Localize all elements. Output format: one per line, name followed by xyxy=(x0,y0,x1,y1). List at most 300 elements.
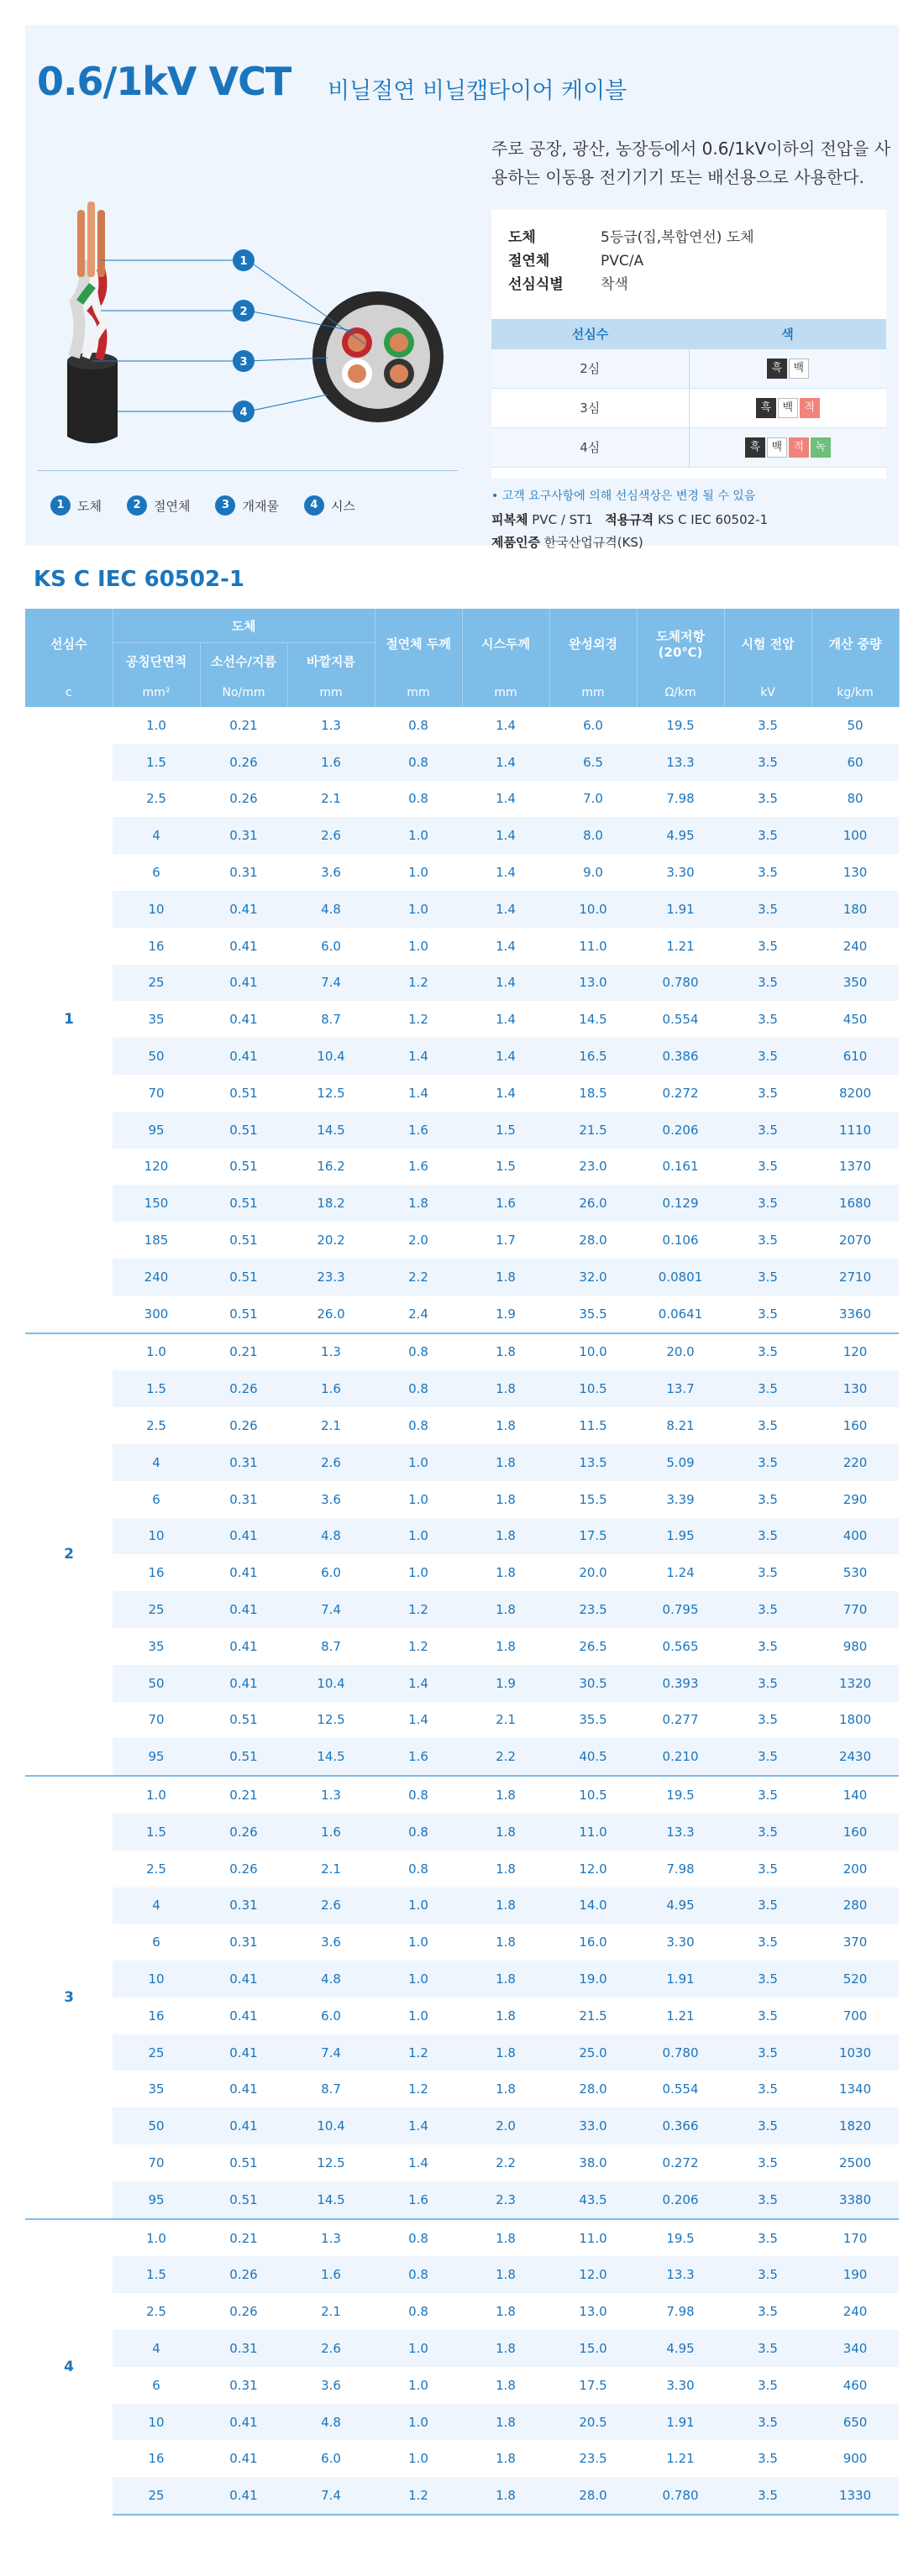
table-cell: 1.8 xyxy=(496,1418,516,1434)
table-cell: 0.277 xyxy=(662,1712,699,1728)
table-cell: 4.8 xyxy=(287,2404,375,2441)
table-row xyxy=(25,1665,899,1702)
table-cell: 1.3 xyxy=(287,1333,375,1371)
header-resistance: 도체저항 (20℃) xyxy=(637,609,724,678)
table-row xyxy=(25,1591,899,1628)
product-info-panel xyxy=(25,25,899,550)
table-cell: 240 xyxy=(113,1259,200,1296)
core-count-cell: 4 xyxy=(25,2219,113,2515)
table-cell: 11.5 xyxy=(579,1418,607,1434)
table-cell: 23.0 xyxy=(579,1159,607,1175)
table-cell: 13.0 xyxy=(579,2304,607,2320)
table-cell: 1.0 xyxy=(375,891,462,928)
table-cell: 6 xyxy=(152,865,160,881)
table-cell: 0.51 xyxy=(229,1712,258,1728)
table-cell: 30.5 xyxy=(549,1665,637,1702)
table-cell: 7.0 xyxy=(583,791,603,807)
table-cell: 0.8 xyxy=(408,1861,428,1877)
table-cell: 0.554 xyxy=(662,1012,699,1028)
certification-line: 제품인증 한국산업규격(KS) xyxy=(491,535,643,550)
table-cell: 60 xyxy=(811,744,899,781)
table-cell: 3.5 xyxy=(758,1712,778,1728)
table-cell: 33.0 xyxy=(549,2107,637,2144)
table-cell: 240 xyxy=(843,2304,868,2320)
table-cell: 700 xyxy=(843,2008,868,2024)
spec-box xyxy=(491,210,886,479)
table-cell: 43.5 xyxy=(549,2181,637,2219)
table-cell: 200 xyxy=(843,1861,868,1877)
table-row xyxy=(25,1407,899,1444)
table-row xyxy=(25,744,899,781)
table-cell: 1.0 xyxy=(408,1565,428,1581)
core-count-cell: 3 xyxy=(25,1776,113,2219)
table-cell: 23.5 xyxy=(579,2451,607,2467)
table-cell: 16 xyxy=(148,2008,165,2024)
table-cell: 220 xyxy=(811,1444,899,1481)
table-cell: 10.5 xyxy=(549,1370,637,1407)
table-cell: 12.5 xyxy=(317,2155,345,2170)
table-cell: 1.4 xyxy=(462,965,549,1002)
table-cell: 3.5 xyxy=(758,1306,778,1322)
table-cell: 28.0 xyxy=(579,1233,607,1249)
svg-text:1: 1 xyxy=(239,255,248,268)
legend-item: 1 도체 xyxy=(50,495,102,516)
table-cell: 10 xyxy=(113,2404,200,2441)
table-cell: 70 xyxy=(148,2155,165,2170)
header-voltage: 시험 전압 xyxy=(724,609,811,678)
table-cell: 0.41 xyxy=(200,1038,287,1075)
table-cell: 530 xyxy=(843,1565,868,1581)
table-cell: 11.0 xyxy=(549,2219,637,2257)
table-cell: 13.7 xyxy=(637,1370,724,1407)
table-cell: 50 xyxy=(113,2107,200,2144)
table-cell: 25.0 xyxy=(549,2034,637,2071)
table-cell: 6 xyxy=(152,1491,160,1507)
table-cell: 1.4 xyxy=(496,1085,516,1101)
table-cell: 1.9 xyxy=(496,1306,516,1322)
table-row xyxy=(25,2219,899,2257)
table-cell: 0.31 xyxy=(229,1935,258,1950)
table-cell: 0.51 xyxy=(229,1233,258,1249)
table-cell: 1.5 xyxy=(496,1159,516,1175)
table-cell: 1.8 xyxy=(462,1333,549,1371)
header-insulation: 절연체 두께 xyxy=(375,609,462,678)
table-row xyxy=(25,1997,899,2034)
table-cell: 0.41 xyxy=(200,891,287,928)
table-cell: 1030 xyxy=(811,2034,899,2071)
table-cell: 1.95 xyxy=(637,1518,724,1555)
table-cell: 370 xyxy=(843,1935,868,1950)
table-cell: 0.8 xyxy=(375,744,462,781)
table-cell: 2.1 xyxy=(321,1418,341,1434)
table-cell: 3.5 xyxy=(724,1961,811,1997)
table-row xyxy=(25,2071,899,2107)
table-cell: 1.3 xyxy=(287,2219,375,2257)
table-cell: 12.0 xyxy=(549,2256,637,2293)
table-cell: 3.5 xyxy=(724,965,811,1002)
table-cell: 0.41 xyxy=(200,1961,287,1997)
table-cell: 0.26 xyxy=(229,791,258,807)
unit-cell: c xyxy=(25,678,113,707)
table-cell: 80 xyxy=(847,791,864,807)
table-cell: 16 xyxy=(148,1565,165,1581)
table-cell: 3.5 xyxy=(758,865,778,881)
table-row xyxy=(25,1961,899,1997)
table-cell: 3.5 xyxy=(724,1185,811,1222)
table-cell: 1.0 xyxy=(375,1961,462,1997)
table-cell: 0.31 xyxy=(229,865,258,881)
table-cell: 3.30 xyxy=(666,1935,695,1950)
table-cell: 3.5 xyxy=(758,1012,778,1028)
table-cell: 2.6 xyxy=(287,817,375,854)
spec-conductor: 도체 5등급(집,복합연선) 도체 xyxy=(508,229,754,246)
table-cell: 4 xyxy=(113,1887,200,1924)
table-row xyxy=(25,854,899,891)
table-cell: 23.3 xyxy=(287,1259,375,1296)
color-chip: 백 xyxy=(789,359,809,379)
svg-text:3: 3 xyxy=(239,356,248,369)
table-cell: 2.1 xyxy=(321,791,341,807)
table-cell: 0.51 xyxy=(229,2155,258,2170)
table-cell: 190 xyxy=(811,2256,899,2293)
table-cell: 0.26 xyxy=(229,1418,258,1434)
table-cell: 1.2 xyxy=(408,1638,428,1654)
table-cell: 3.39 xyxy=(666,1491,695,1507)
core-color-table: 선심수 색 2심 흑 백 3심 흑 백 적 4심 흑 백 적 녹 xyxy=(491,319,886,468)
table-cell: 2.1 xyxy=(496,1712,516,1728)
table-cell: 1330 xyxy=(811,2477,899,2515)
cable-illustration xyxy=(34,168,462,462)
table-cell: 14.5 xyxy=(287,1112,375,1149)
table-cell: 1.8 xyxy=(462,2330,549,2367)
table-cell: 0.41 xyxy=(200,1591,287,1628)
table-cell: 3.5 xyxy=(758,2377,778,2393)
table-cell: 0.21 xyxy=(200,1776,287,1814)
table-cell: 0.8 xyxy=(408,1418,428,1434)
table-row xyxy=(25,1554,899,1591)
table-cell: 0.26 xyxy=(200,1814,287,1851)
table-cell: 3.5 xyxy=(758,938,778,954)
table-cell: 1.2 xyxy=(408,1012,428,1028)
table-cell: 9.0 xyxy=(583,865,603,881)
table-cell: 1.8 xyxy=(462,1518,549,1555)
table-row xyxy=(25,1038,899,1075)
table-cell: 0.780 xyxy=(637,2477,724,2515)
table-row xyxy=(25,1738,899,1776)
table-cell: 770 xyxy=(811,1591,899,1628)
table-row xyxy=(25,1887,899,1924)
table-cell: 1.6 xyxy=(287,2256,375,2293)
table-cell: 3.5 xyxy=(724,1112,811,1149)
table-cell: 12.5 xyxy=(317,1085,345,1101)
table-cell: 1.6 xyxy=(462,1185,549,1222)
table-cell: 280 xyxy=(811,1887,899,1924)
table-cell: 0.386 xyxy=(637,1038,724,1075)
table-cell: 0.51 xyxy=(200,1738,287,1776)
table-cell: 160 xyxy=(811,1814,899,1851)
table-cell: 3.5 xyxy=(724,2477,811,2515)
table-row xyxy=(25,2440,899,2477)
table-cell: 7.98 xyxy=(666,791,695,807)
table-cell: 2.6 xyxy=(287,1887,375,1924)
table-cell: 650 xyxy=(811,2404,899,2441)
header-weight: 개산 중량 xyxy=(811,609,899,678)
table-cell: 1.8 xyxy=(496,1491,516,1507)
table-cell: 10.0 xyxy=(549,1333,637,1371)
table-cell: 0.780 xyxy=(637,965,724,1002)
table-cell: 13.3 xyxy=(637,2256,724,2293)
table-cell: 0.0801 xyxy=(637,1259,724,1296)
table-cell: 3.5 xyxy=(758,1233,778,1249)
table-cell: 1.6 xyxy=(375,1112,462,1149)
table-cell: 10.4 xyxy=(287,2107,375,2144)
table-cell: 1.24 xyxy=(666,1565,695,1581)
table-cell: 2.5 xyxy=(146,1861,166,1877)
table-cell: 6.0 xyxy=(321,1565,341,1581)
table-cell: 1.0 xyxy=(375,817,462,854)
table-cell: 6.0 xyxy=(321,2451,341,2467)
table-cell: 13.3 xyxy=(637,1814,724,1851)
table-cell: 1.4 xyxy=(462,744,549,781)
table-cell: 3.5 xyxy=(758,2304,778,2320)
table-cell: 40.5 xyxy=(549,1738,637,1776)
table-cell: 35.5 xyxy=(579,1306,607,1322)
table-cell: 4.95 xyxy=(637,1887,724,1924)
table-cell: 2.5 xyxy=(146,1418,166,1434)
table-cell: 1680 xyxy=(811,1185,899,1222)
table-cell: 980 xyxy=(843,1638,868,1654)
table-cell: 1.0 xyxy=(408,865,428,881)
table-cell: 0.21 xyxy=(200,2219,287,2257)
table-cell: 4.8 xyxy=(287,1961,375,1997)
table-cell: 130 xyxy=(811,1370,899,1407)
table-cell: 3.5 xyxy=(724,2219,811,2257)
table-cell: 1.5 xyxy=(113,2256,200,2293)
header-conductor: 도체 xyxy=(113,609,375,643)
product-title: 0.6/1kV VCT xyxy=(37,59,291,104)
table-cell: 3.5 xyxy=(758,1565,778,1581)
table-cell: 0.8 xyxy=(408,717,428,733)
table-cell: 16.5 xyxy=(549,1038,637,1075)
table-cell: 21.5 xyxy=(579,2008,607,2024)
table-cell: 1.8 xyxy=(462,1444,549,1481)
table-cell: 0.393 xyxy=(637,1665,724,1702)
table-cell: 3.5 xyxy=(758,1935,778,1950)
table-cell: 2430 xyxy=(811,1738,899,1776)
legend-divider xyxy=(38,470,458,471)
table-cell: 2.0 xyxy=(408,1233,428,1249)
table-row xyxy=(25,891,899,928)
table-cell: 1.8 xyxy=(496,1935,516,1950)
table-cell: 28.0 xyxy=(549,2477,637,2515)
product-description: 주로 공장, 광산, 농장등에서 0.6/1kV이하의 전압을 사용하는 이동용 전기기기 또는 배선용으로 사용한다. xyxy=(491,139,891,187)
table-cell: 8.7 xyxy=(321,1638,341,1654)
table-cell: 3.5 xyxy=(758,1638,778,1654)
table-cell: 1.0 xyxy=(375,2330,462,2367)
color-chip: 적 xyxy=(789,437,809,458)
table-cell: 1.21 xyxy=(666,938,695,954)
table-cell: 1.0 xyxy=(408,2008,428,2024)
color-chip: 흑 xyxy=(756,398,776,418)
table-row xyxy=(25,1814,899,1851)
table-cell: 12.5 xyxy=(317,1712,345,1728)
unit-cell: No/mm xyxy=(200,678,287,707)
table-cell: 7.4 xyxy=(287,2034,375,2071)
unit-cell: mm xyxy=(375,678,462,707)
table-cell: 23.5 xyxy=(549,1591,637,1628)
table-cell: 0.41 xyxy=(200,1665,287,1702)
table-cell: 120 xyxy=(811,1333,899,1371)
table-cell: 3.5 xyxy=(758,717,778,733)
table-cell: 2500 xyxy=(838,2155,872,2170)
table-cell: 1.8 xyxy=(462,2256,549,2293)
legend-item: 3 개재물 xyxy=(215,495,278,516)
table-cell: 350 xyxy=(811,965,899,1002)
table-cell: 15.5 xyxy=(579,1491,607,1507)
table-cell: 1110 xyxy=(811,1112,899,1149)
table-cell: 0.26 xyxy=(200,744,287,781)
table-cell: 3.5 xyxy=(724,1370,811,1407)
table-cell: 1.2 xyxy=(375,2034,462,2071)
table-cell: 10.4 xyxy=(287,1038,375,1075)
table-cell: 3.5 xyxy=(758,2081,778,2097)
header-outer: 바깥지름 xyxy=(287,643,375,679)
table-cell: 160 xyxy=(843,1418,868,1434)
table-cell: 0.272 xyxy=(662,2155,699,2170)
table-cell: 3.5 xyxy=(758,791,778,807)
table-cell: 26.0 xyxy=(549,1185,637,1222)
table-cell: 38.0 xyxy=(579,2155,607,2170)
table-cell: 1.6 xyxy=(375,1738,462,1776)
table-cell: 180 xyxy=(811,891,899,928)
table-cell: 11.0 xyxy=(549,1814,637,1851)
table-row xyxy=(25,1149,899,1186)
table-cell: 12.0 xyxy=(579,1861,607,1877)
table-cell: 0.51 xyxy=(229,1085,258,1101)
table-cell: 520 xyxy=(811,1961,899,1997)
table-cell: 1.4 xyxy=(462,817,549,854)
table-cell: 1.4 xyxy=(375,2107,462,2144)
table-cell: 6.0 xyxy=(321,938,341,954)
table-row xyxy=(25,1518,899,1555)
table-row xyxy=(25,1185,899,1222)
core-count-cell: 1 xyxy=(25,707,113,1333)
table-cell: 0.206 xyxy=(637,2181,724,2219)
table-row xyxy=(25,2293,899,2330)
table-cell: 0.210 xyxy=(637,1738,724,1776)
color-chip: 백 xyxy=(778,398,798,418)
table-cell: 1.4 xyxy=(496,1012,516,1028)
table-cell: 25 xyxy=(113,2034,200,2071)
table-cell: 8200 xyxy=(838,1085,872,1101)
table-cell: 140 xyxy=(811,1776,899,1814)
table-cell: 1.0 xyxy=(375,1444,462,1481)
table-cell: 1.8 xyxy=(462,2404,549,2441)
table-cell: 35 xyxy=(148,2081,165,2097)
table-cell: 3.6 xyxy=(321,2377,341,2393)
table-row xyxy=(25,2181,899,2219)
table-cell: 2070 xyxy=(838,1233,872,1249)
table-cell: 0.8 xyxy=(375,1333,462,1371)
table-cell: 0.51 xyxy=(200,1185,287,1222)
table-cell: 25 xyxy=(113,2477,200,2515)
table-cell: 14.5 xyxy=(579,1012,607,1028)
table-cell: 1.8 xyxy=(462,2219,549,2257)
table-cell: 19.5 xyxy=(666,717,695,733)
table-cell: 1.8 xyxy=(496,2081,516,2097)
table-cell: 19.0 xyxy=(549,1961,637,1997)
table-row xyxy=(25,1222,899,1259)
table-cell: 3.5 xyxy=(724,1259,811,1296)
table-cell: 1.0 xyxy=(375,2404,462,2441)
table-cell: 1370 xyxy=(838,1159,872,1175)
table-cell: 16 xyxy=(148,2451,165,2467)
table-cell: 0.31 xyxy=(200,817,287,854)
table-cell: 10 xyxy=(113,1518,200,1555)
table-cell: 1.0 xyxy=(113,2219,200,2257)
table-cell: 20.0 xyxy=(579,1565,607,1581)
legend-item: 2 절연체 xyxy=(127,495,190,516)
table-cell: 10.4 xyxy=(287,1665,375,1702)
table-row xyxy=(25,1370,899,1407)
table-cell: 0.41 xyxy=(229,1638,258,1654)
table-cell: 1.4 xyxy=(408,1712,428,1728)
table-cell: 3380 xyxy=(811,2181,899,2219)
table-cell: 0.8 xyxy=(375,2256,462,2293)
table-cell: 610 xyxy=(811,1038,899,1075)
table-cell: 290 xyxy=(843,1491,868,1507)
table-cell: 3.5 xyxy=(724,744,811,781)
table-cell: 8.7 xyxy=(321,1012,341,1028)
table-cell: 0.51 xyxy=(200,2181,287,2219)
table-cell: 3.5 xyxy=(724,2181,811,2219)
table-row xyxy=(25,2256,899,2293)
table-cell: 0.206 xyxy=(637,1112,724,1149)
table-cell: 3.5 xyxy=(724,2330,811,2367)
table-cell: 21.5 xyxy=(549,1112,637,1149)
header-sheath: 시스두께 xyxy=(462,609,549,678)
table-cell: 20.5 xyxy=(549,2404,637,2441)
table-cell: 0.565 xyxy=(662,1638,699,1654)
table-row xyxy=(25,817,899,854)
table-cell: 0.26 xyxy=(229,1861,258,1877)
table-cell: 0.129 xyxy=(637,1185,724,1222)
table-cell: 1.5 xyxy=(113,1814,200,1851)
table-cell: 0.8 xyxy=(375,1776,462,1814)
table-cell: 0.8 xyxy=(375,1814,462,1851)
standard-title: KS C IEC 60502-1 xyxy=(34,567,244,592)
header-od: 완성외경 xyxy=(549,609,637,678)
table-cell: 7.4 xyxy=(287,965,375,1002)
table-row xyxy=(25,1924,899,1961)
table-row xyxy=(25,928,899,965)
table-cell: 35 xyxy=(148,1638,165,1654)
table-cell: 4 xyxy=(113,817,200,854)
table-cell: 0.41 xyxy=(229,2451,258,2467)
table-cell: 5.09 xyxy=(637,1444,724,1481)
table-cell: 0.41 xyxy=(200,2034,287,2071)
table-cell: 19.5 xyxy=(637,2219,724,2257)
table-cell: 15.0 xyxy=(549,2330,637,2367)
table-cell: 0.31 xyxy=(200,1887,287,1924)
table-row xyxy=(25,1259,899,1296)
table-cell: 3.5 xyxy=(724,1591,811,1628)
table-row xyxy=(25,2107,899,2144)
table-cell: 16.2 xyxy=(317,1159,345,1175)
table-row xyxy=(25,1776,899,1814)
table-cell: 1320 xyxy=(811,1665,899,1702)
table-cell: 3.5 xyxy=(758,2008,778,2024)
